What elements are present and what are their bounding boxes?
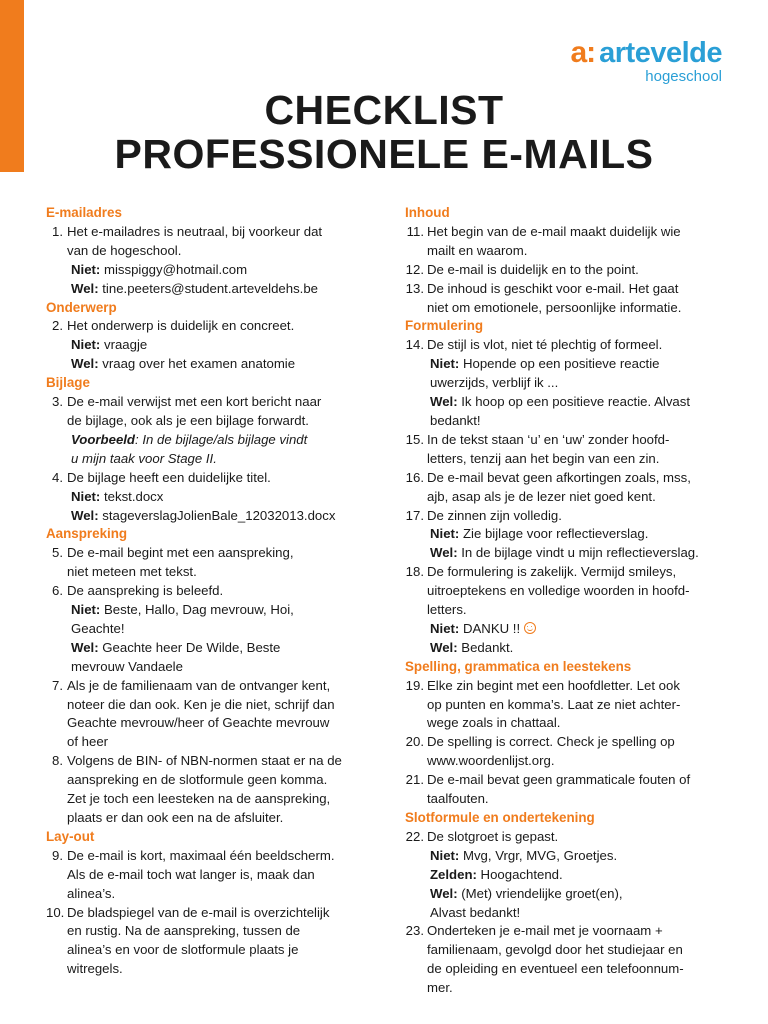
section-spelling: Spelling, grammatica en leestekens [405,658,632,674]
section-layout: Lay-out [46,828,95,844]
example-zelden: Zelden: Hoogachtend. [430,866,563,882]
list-item-9: 9. De e-mail is kort, maximaal één beeldscherm. Als de e-mail toch wat langer is, maak dan alinea’s. [52,847,335,901]
list-item-18: 18. De formulering is zakelijk. Vermijd smileys, uitroeptekens en volledige woorden in hoofd- letters. [405,564,690,618]
list-item-3: 3. De e-mail verwijst met een kort bericht naar de bijlage, ook als je een bijlage forwardt. [52,394,322,428]
section-onderwerp: Onderwerp [46,299,117,315]
list-item-7: 7. Als je de familienaam van de ontvanger kent, noteer die dan ook. Ken je die niet, schrijf dan Geachte mevrouw/heer of Geachte mevrouw of heer [52,677,335,750]
list-item-16: 16. De e-mail bevat geen afkortingen zoals, mss, ajb, asap als je de lezer niet goed kent. [405,469,691,504]
artevelde-logo [570,38,722,84]
list-item-23: 23. Onderteken je e-mail met je voornaam + familienaam, gevolgd door het studiejaar en de opleiding en eventueel een telefoonnum- mer. [405,923,684,996]
list-item-10: 10. De bladspiegel van de e-mail is overzichtelijk en rustig. Na de aanspreking, tussen de alinea’s en voor de slotformule plaats je witregels. [46,904,330,977]
list-item-17: 17. De zinnen zijn volledig. [405,507,562,523]
section-slotformule: Slotformule en ondertekening [405,810,595,825]
list-item-4: 4. De bijlage heeft een duidelijke titel. [52,469,271,485]
example-niet: Niet: Mvg, Vrgr, MVG, Groetjes. [430,847,618,863]
section-aanspreking: Aanspreking [46,526,128,542]
list-item-12: 12. De e-mail is duidelijk en to the point. [405,261,639,277]
example-niet: Niet: Zie bijlage voor reflectieverslag. [430,526,649,542]
section-bijlage: Bijlage [46,375,90,391]
example-wel: Wel: tine.peeters@student.arteveldehs.be [71,280,319,296]
section-emailadres: E-mailadres [46,205,122,220]
logo-mark: a: [570,36,596,69]
example-wel: Wel: stageverslagJolienBale_12032013.docx [71,507,336,523]
title-line-1: CHECKLIST [264,87,504,133]
smiley-icon [524,622,536,634]
list-item-19: 19. Elke zin begint met een hoofdletter. Let ook op punten en komma’s. Laat ze niet achter- wege zoals in chattaal. [405,677,681,731]
list-item-14: 14. De stijl is vlot, niet té plechtig of formeel. [405,337,663,353]
left-column [46,204,376,979]
example-niet: Niet: Beste, Hallo, Dag mevrouw, Hoi, Geachte! [71,602,294,636]
page-title [0,88,768,176]
list-item-15: 15. In de tekst staan ‘u’ en ‘uw’ zonder hoofd- letters, tenzij aan het begin van een zin. [405,431,670,466]
list-item-13: 13. De inhoud is geschikt voor e-mail. Het gaat niet om emotionele, persoonlijke informatie. [405,280,682,315]
right-column [405,204,730,998]
example-wel: Wel: (Met) vriendelijke groet(en), Alvast bedankt! [430,885,623,920]
list-item-5: 5. De e-mail begint met een aanspreking, niet meteen met tekst. [52,545,294,580]
example-wel: Wel: In de bijlage vindt u mijn reflectieverslag. [430,545,699,561]
example-niet: Niet: Hopende op een positieve reactie uwerzijds, verblijf ik ... [430,356,660,391]
logo-name: artevelde [599,36,722,69]
list-item-22: 22. De slotgroet is gepast. [405,828,559,844]
section-inhoud: Inhoud [405,205,450,220]
list-item-8: 8. Volgens de BIN- of NBN-normen staat er na de aanspreking en de slotformule geen komma. Zet je toch een leesteken na de aanspreking, plaats er dan ook een na de afsluiter. [52,753,342,825]
example-wel: Wel: Bedankt. [430,639,514,655]
example-wel: Wel: vraag over het examen anatomie [71,356,296,372]
section-formulering: Formulering [405,318,484,334]
example-niet: Niet: tekst.docx [71,488,164,504]
list-item-20: 20. De spelling is correct. Check je spelling op www.woordenlijst.org. [405,734,675,769]
title-line-2: PROFESSIONELE E-MAILS [114,131,654,177]
list-item-2: 2. Het onderwerp is duidelijk en concreet. [52,318,295,334]
list-item-11: 11. Het begin van de e-mail maakt duidelijk wie mailt en waarom. [406,223,681,258]
list-item-21: 21. De e-mail bevat geen grammaticale fouten of taalfouten. [405,772,691,807]
logo-subtitle: hogeschool [645,68,722,85]
example-wel: Wel: Geachte heer De Wilde, Beste mevrouw Vandaele [71,639,281,674]
example-niet: Niet: vraagje [71,337,148,353]
example-voorbeeld: Voorbeeld: In de bijlage/als bijlage vindt u mijn taak voor Stage II. [71,431,308,466]
list-item-1: 1. Het e-mailadres is neutraal, bij voorkeur dat van de hogeschool. [52,223,323,258]
list-item-6: 6. De aanspreking is beleefd. [52,583,224,599]
example-niet: Niet: misspiggy@hotmail.com [71,261,248,277]
example-wel: Wel: Ik hoop op een positieve reactie. Alvast bedankt! [430,394,690,428]
example-niet: Niet: DANKU !! [405,620,730,639]
